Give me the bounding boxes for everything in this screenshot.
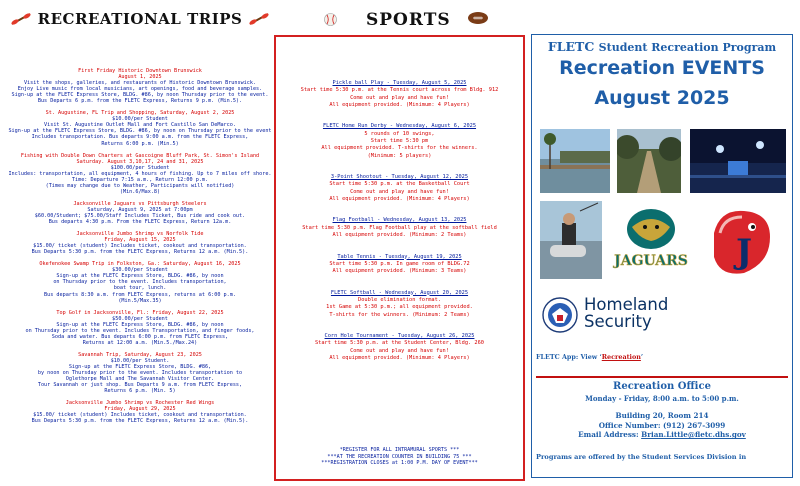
fishing-photo — [540, 201, 602, 279]
trip-line: boat tour, lunch. — [113, 285, 167, 292]
trip-line: Bus departs 8:30 a.m. from FLETC Express, returns at 6:00 p.m. — [44, 291, 236, 298]
trip-item — [6, 352, 274, 394]
sports-header — [274, 6, 530, 32]
trip-line: $10.00/per Student — [112, 116, 168, 123]
sports-event-detail: All equipment provided. (Minimum: 4 Players) — [329, 102, 470, 109]
trip-line: Bus Departs 5:30 p.m. from the FLETC Express, Returns 12 a.m. (Min.5). — [31, 249, 249, 256]
trip-line: Top Golf in Jacksonville, Fl.: Friday, August 22, 2025 — [56, 309, 224, 316]
trip-item — [6, 310, 274, 346]
trip-list — [6, 68, 274, 424]
sports-event — [276, 217, 523, 239]
trip-line: Sign-up at the FLETC Express Store, BLDG. #86, by noon Thursday prior to the event. — [11, 92, 269, 99]
sports-column — [274, 6, 530, 482]
trip-line: Fishing with Double Down Charters at Gascoigne Bluff Park, St. Simon's Island — [20, 152, 260, 159]
sports-event-detail: Start time 5:30 p.m. In game room of BLDG.72 — [329, 260, 470, 267]
office-building: Building 20, Room 214 — [615, 411, 709, 420]
trip-line: Enjoy Live music from local musicians, art openings, food and beverage samples. — [17, 86, 263, 93]
trip-item — [6, 68, 274, 104]
sports-event-detail: Start time 5:30 p.m. at the Tennis court across from Bldg. 912 — [300, 87, 499, 94]
trip-line: (Times may change due to Weather, Participants will notified) — [45, 182, 235, 189]
sports-event-detail: Start time 5:30 p.m. at the Student Center, Bldg. 260 — [314, 340, 485, 347]
jumbo-shrimp-j: J — [735, 232, 753, 272]
sports-event-title: 3-Point Shootout - Tuesday, August 12, 2025 — [330, 174, 469, 181]
trip-line: Includes: transportation, all equipment, 4 hours of fishing. Up to 7 miles off shore. — [8, 170, 272, 177]
sports-event-detail: All equipment provided. (Minimum: 2 Teams) — [332, 232, 467, 239]
registration-note — [276, 447, 523, 467]
stadium-night-photo — [690, 129, 786, 193]
sports-event-detail: All equipment provided. (Minimum: 3 Teams) — [332, 268, 467, 275]
trip-item — [6, 201, 274, 225]
office-email-row — [532, 430, 792, 440]
jaguars-wordmark: JAGUARS — [614, 253, 688, 269]
program-title — [532, 39, 792, 54]
trip-line: Tour Savannah or just shop. Bus Departs 9 a.m. from FLETC Express, — [37, 382, 243, 389]
trip-line: Sign-up at the FLETC Express Store, BLDG. #86, by noon — [56, 273, 224, 280]
trip-line: $15.00/ ticket (student) Includes ticket, cookout and transportation. — [33, 243, 247, 250]
sports-event-detail: Come out and play and have fun! — [350, 188, 449, 195]
trip-line: Visit St. Augustine Outlet Mall and Fort Castillo San DeMarco. — [44, 122, 236, 129]
sports-event — [276, 123, 523, 160]
trip-line: Returns 6 p.m. (Min. 5) — [104, 388, 176, 395]
trip-line: on Thursday prior to the event. Includes transportation, — [53, 279, 227, 286]
services-note: Programs are offered by the Student Services Division in — [536, 453, 747, 461]
trip-line: Saturday, August 9, 2025 at 7:00pm — [87, 206, 193, 213]
sports-title: SPORTS — [366, 10, 451, 30]
divider-rule — [536, 376, 788, 378]
trip-line: Visit the shops, galleries, and restaurants of Historic Downtown Brunswick. — [23, 80, 257, 87]
office-phone: Office Number: (912) 267-3099 — [598, 420, 726, 430]
trip-line: Sign-up at the FLETC Express Store, BLDG. #86, by noon on Thursday prior to the event — [8, 128, 272, 135]
trip-line: Jacksonville Jumbo Shrimp vs Norfolk Tide — [76, 231, 204, 238]
waterfront-photo — [540, 129, 610, 193]
sports-event — [276, 333, 523, 362]
sports-event — [276, 80, 523, 109]
trip-line: St. Augustine, FL Trip and Shopping, Saturday, August 2, 2025 — [45, 110, 235, 117]
trip-line: $10.00/per Student. — [110, 357, 170, 364]
month-heading: August 2025 — [594, 87, 730, 109]
trip-line: (Min.5/Max.35) — [118, 297, 162, 304]
trip-line: $100.00/per Student — [110, 164, 170, 171]
trip-line: Time: Departure 7:15 a.m., Return 12:00 p.m. — [71, 176, 209, 183]
trip-line: Savannah Trip, Saturday, August 23, 2025 — [78, 351, 202, 358]
trip-line: $30.00/per Student — [112, 267, 168, 274]
trip-line: Soda and water. Bus departs 6:00 p.m. from FLETC Express, — [51, 333, 229, 340]
trip-line: $60.00/Student; $75.00/Staff Includes Ticket, Bus ride and cook out. — [34, 212, 246, 219]
sports-event — [276, 174, 523, 203]
app-end: ’ — [640, 353, 644, 361]
trip-line: Returns at 12:00 a.m. (Min.5./Max.24) — [82, 339, 198, 346]
trip-line: by noon on Thursday prior to the event. Includes transportation to — [37, 370, 243, 377]
recreation-app-link[interactable]: Recreation — [601, 353, 641, 361]
sports-event — [276, 254, 523, 276]
trip-item — [6, 400, 274, 424]
sports-event — [276, 290, 523, 319]
homeland-security-wordmark — [584, 296, 668, 330]
sports-event-detail: Start time 5:30 p.m. Flag Football play at the softball field — [302, 224, 497, 231]
registration-note-line: *REGISTER FOR ALL INTRAMURAL SPORTS *** — [339, 447, 460, 453]
trip-line: Bus departs 4:30 p.m. From the FLETC Express, Return 12a.m. — [48, 219, 232, 226]
email-link[interactable]: Brian.Little@fletc.dhs.gov — [641, 430, 746, 440]
sports-event-detail: T-shirts for the winners. (Minimum: 2 Teams) — [329, 311, 470, 318]
email-label: Email Address: — [578, 430, 642, 440]
recreation-office-title: Recreation Office — [613, 381, 711, 392]
sports-event-title: FLETC Home Run Derby - Wednesday, August 6, 2025 — [322, 123, 477, 130]
dhs-seal-icon — [542, 297, 578, 333]
trip-item — [6, 231, 274, 255]
office-hours: Monday - Friday, 8:00 a.m. to 5:00 p.m. — [585, 394, 739, 403]
trip-line: Includes transportation. Bus departs 9:00 a.m. from the FLETC Express, — [31, 134, 249, 141]
trip-line: (Min.6/Max.8) — [119, 188, 161, 195]
dhs-line-homeland: Homeland — [584, 295, 669, 314]
trips-title: RECREATIONAL TRIPS — [37, 10, 243, 28]
sports-event-detail: All equipment provided. T-shirts for the winners. — [321, 145, 478, 152]
trip-item — [6, 261, 274, 303]
registration-note-line: ***AT THE RECREATION COUNTER IN BUILDING 75 *** — [327, 453, 472, 460]
trips-header — [6, 6, 274, 32]
sports-event-title: Pickle ball Play - Tuesday, August 5, 2025 — [332, 80, 467, 86]
trip-line: Bus Departs 5:30 p.m. from the FLETC Express, Returns 12 a.m. (Min.5). — [31, 418, 249, 425]
recreational-trips-column — [6, 6, 274, 482]
trip-line: Friday, August 29, 2025 — [104, 406, 176, 413]
trip-line: Friday, August 15, 2025 — [104, 237, 176, 244]
trail-photo — [617, 129, 681, 193]
sports-event-detail: Come out and play and have fun! — [350, 94, 449, 101]
program-title-fletc: FLETC — [547, 39, 595, 54]
dhs-line-security: Security — [584, 312, 652, 331]
sports-event-detail: All equipment provided. (Minimum: 4 Players) — [329, 196, 470, 203]
sports-event-title: Flag Football - Wednesday, August 13, 2025 — [332, 217, 467, 224]
trip-line: Sign-up at the FLETC Express Store, BLDG. #86, — [68, 363, 212, 370]
sports-event-detail: Come out and play and have fun! — [350, 347, 449, 354]
trip-line: Sign-up at the FLETC Express Store, BLDG. #86, by noon — [56, 321, 224, 328]
trip-line: First Friday Historic Downtown Brunswick — [78, 68, 202, 74]
trip-line: $15.00/ ticket (student) Includes ticket, cookout and transportation. — [33, 412, 247, 419]
sports-event-title: FLETC Softball - Wednesday, August 20, 2025 — [330, 289, 469, 296]
football-icon — [467, 11, 489, 25]
recreation-events-headline: Recreation EVENTS — [559, 57, 765, 79]
registration-note-line: ***REGISTRATION CLOSES at 1:00 P.M. DAY OF EVENT*** — [321, 460, 478, 467]
sports-event-detail: 1st Game at 5:30 p.m.; all equipment provided. — [326, 304, 473, 311]
kayak-paddle-icon — [248, 12, 270, 26]
baseball-icon — [324, 13, 337, 26]
kayak-paddle-icon — [10, 12, 32, 26]
jaguars-logo — [612, 205, 690, 275]
sports-event-list — [276, 80, 523, 376]
trip-line: Oglethorpe Mall and The Savannah Visitor Center. — [65, 376, 215, 383]
office-contact — [532, 411, 792, 440]
trip-line: Jacksonville Jaguars vs Pittsburgh Steelers — [73, 200, 207, 207]
trip-line: Okefenokee Swamp Trip in Folkston, Ga.: Saturday, August 16, 2025 — [39, 261, 241, 268]
trip-line: August 1, 2025 — [118, 74, 162, 81]
sports-event-detail: Double elimination format. — [358, 296, 441, 303]
sports-event-detail: All equipment provided. (Minimum: 4 Players) — [329, 354, 470, 361]
program-title-rest: Student Recreation Program — [598, 41, 777, 54]
sports-box — [274, 35, 525, 481]
trip-line: Saturday. August 3,10,17, 24 and 31, 2025 — [76, 158, 204, 165]
trip-item — [6, 110, 274, 146]
trip-line: Bus Departs 6 p.m. from the FLETC Express, Returns 9 p.m. (Min.5). — [37, 98, 243, 105]
fletc-app-line — [536, 353, 643, 361]
trip-line: on Thursday prior to the event. Includes Transportation, and finger foods, — [25, 327, 255, 334]
sports-event-detail: Start time 5:30 p.m. at the Basketball Court — [329, 181, 470, 188]
fletc-panel — [531, 34, 793, 478]
sports-event-detail: Start time 5:30 pm — [370, 138, 429, 145]
sports-event-title: Corn Hole Tournament - Tuesday, August 26, 2025 — [324, 332, 475, 339]
jumbo-shrimp-logo — [700, 203, 782, 281]
sports-event-title: Table Tennis - Tuesday, August 19, 2025 — [337, 253, 462, 260]
app-label: FLETC App: View ‘ — [536, 353, 602, 361]
trip-line: Jacksonville Jumbo Shrimp vs Rochester Red Wings — [65, 400, 215, 407]
trip-line: $50.00/per Student — [112, 315, 168, 322]
sports-event-detail: 5 rounds of 10 swings, — [364, 130, 435, 137]
trip-line: Returns 6:00 p.m. (Min.5) — [101, 140, 179, 147]
sports-event-detail: (Minimum: 5 players) — [367, 152, 432, 159]
trip-item — [6, 153, 274, 195]
